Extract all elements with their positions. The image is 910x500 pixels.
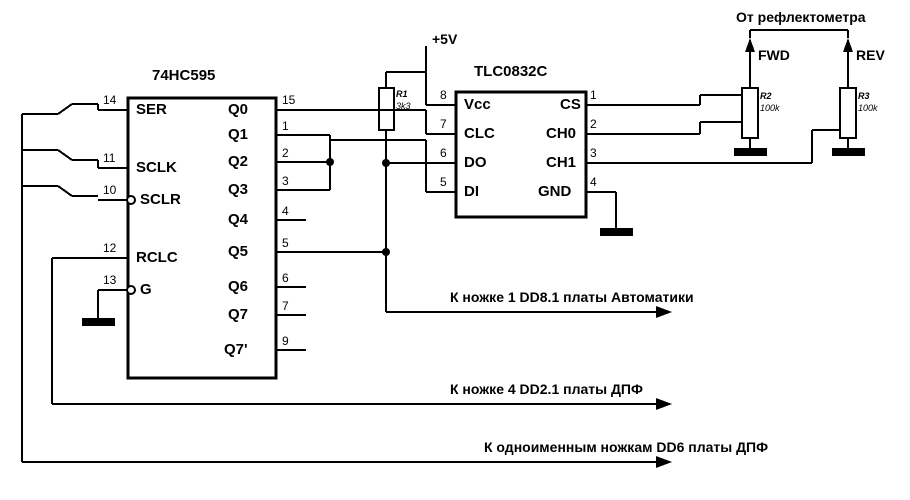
r3-ref: R3	[858, 91, 870, 101]
ic2-pin-do: DO	[464, 154, 487, 171]
ic1-pin-rclc: RCLC	[136, 249, 178, 266]
ic2-pinnum-3: 3	[590, 146, 597, 160]
ic2-pinnum-4: 4	[590, 175, 597, 189]
ic1-pin-q1: Q1	[228, 126, 249, 143]
ic2-pinnum-6: 6	[440, 146, 447, 160]
ic1-pin-ser: SER	[136, 101, 167, 118]
ic1-pinnum-3: 3	[282, 174, 289, 188]
ic2-pinnum-1: 1	[590, 88, 597, 102]
ic1-pinnum-14: 14	[103, 93, 117, 107]
ic2-pin-vcc: Vcc	[464, 96, 491, 113]
ic1-pinnum-6: 6	[282, 271, 289, 285]
r1-ref: R1	[396, 89, 408, 99]
ic1-pinnum-12: 12	[103, 241, 117, 255]
ic1-pinnum-4: 4	[282, 204, 289, 218]
ic2-pinnum-5: 5	[440, 175, 447, 189]
r1-value: 3k3	[396, 101, 411, 111]
note-dd8-1: К ножке 1 DD8.1 платы Автоматики	[450, 289, 694, 305]
ic1-pin-q3: Q3	[228, 181, 249, 198]
ic1-pinnum-7: 7	[282, 299, 289, 313]
r3-value: 100k	[858, 103, 878, 113]
ic1-pin-q0: Q0	[228, 101, 249, 118]
ic2-pin-ch1: CH1	[546, 154, 577, 171]
ic1-pinnum-9: 9	[282, 334, 289, 348]
ic2-pinnum-2: 2	[590, 117, 597, 131]
ic2-pin-ch0: CH0	[546, 125, 577, 142]
ic1-pinnum-1: 1	[282, 119, 289, 133]
ic1-pin-q4: Q4	[228, 211, 249, 228]
r2-ref: R2	[760, 91, 772, 101]
ic1-pinnum-11: 11	[103, 151, 116, 165]
junction-dots	[22, 105, 426, 462]
ic1-pinnum-2: 2	[282, 146, 289, 160]
ic1-pin-q5: Q5	[228, 243, 249, 260]
ic1-pin-sclr: SCLR	[140, 191, 181, 208]
ic2-pin-gnd: GND	[538, 183, 572, 200]
ic2-pin-clc: CLC	[464, 125, 495, 142]
ic1-title: 74HC595	[152, 67, 216, 84]
note-dd6: К одноименным ножкам DD6 платы ДПФ	[484, 439, 769, 455]
ic1-pinnum-10: 10	[103, 183, 117, 197]
source-label: От рефлектометра	[736, 9, 866, 25]
ic1-pin-q2: Q2	[228, 153, 249, 170]
ic1-pin-q7p: Q7'	[224, 341, 248, 358]
ic2-pin-di: DI	[464, 183, 479, 200]
ic1-pin-g: G	[140, 281, 152, 298]
ic2-pinnum-8: 8	[440, 88, 447, 102]
ic1-pin-q7: Q7	[228, 306, 249, 323]
ic1-pinnum-13: 13	[103, 273, 117, 287]
ic1-pin-sclk: SCLK	[136, 159, 177, 176]
ic2-pin-cs: CS	[560, 96, 581, 113]
r2-value: 100k	[760, 103, 780, 113]
ic1-pin-q6: Q6	[228, 278, 249, 295]
ic1-pinnum-5: 5	[282, 236, 289, 250]
ic1-pinnum-15: 15	[282, 93, 296, 107]
supply-label: +5V	[432, 31, 458, 47]
ic2-title: TLC0832C	[474, 63, 548, 80]
header-fwd-label: FWD	[758, 47, 790, 63]
note-dd2-1: К ножке 4 DD2.1 платы ДПФ	[450, 381, 643, 397]
header-rev-label: REV	[856, 47, 885, 63]
ic2-pinnum-7: 7	[440, 117, 447, 131]
